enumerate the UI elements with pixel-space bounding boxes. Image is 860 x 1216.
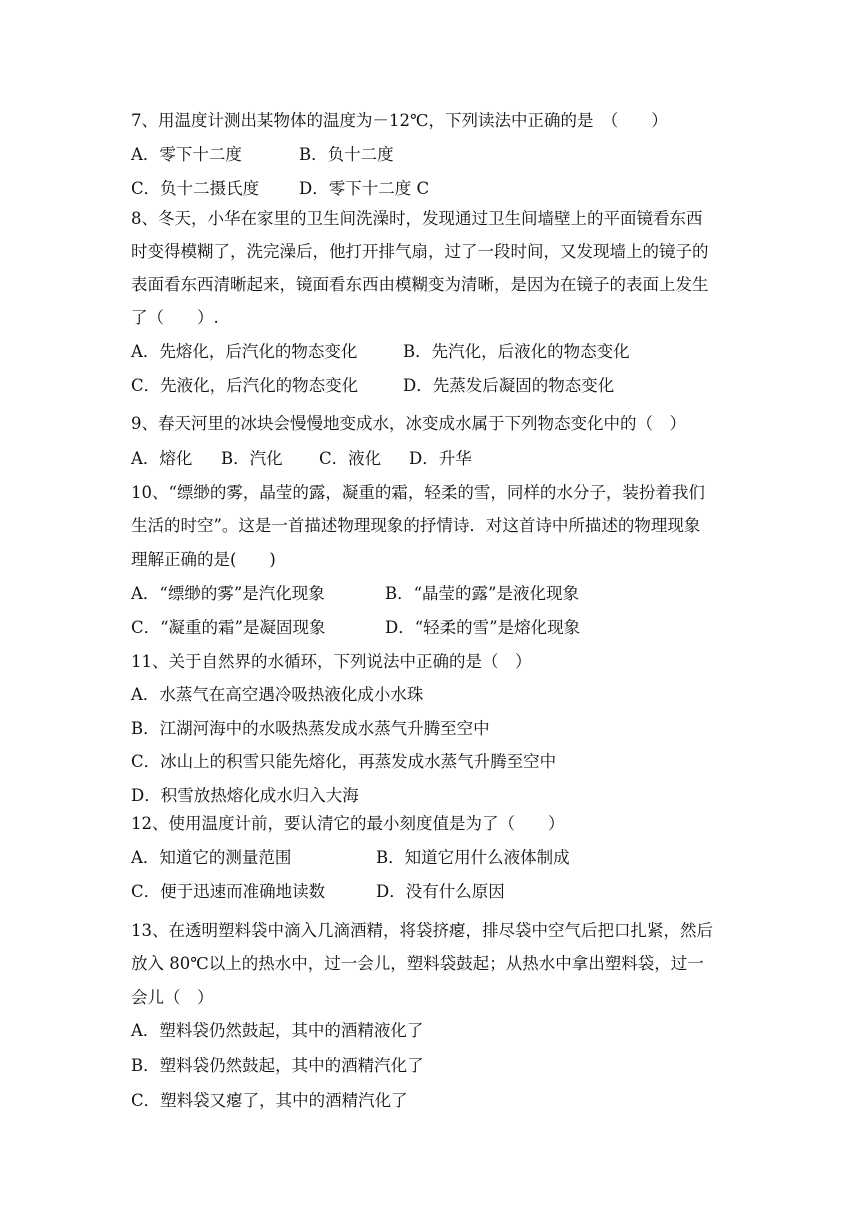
- question-11-option-c: C．冰山上的积雪只能先熔化，再蒸发成水蒸气升腾至空中: [131, 752, 557, 771]
- option-a: A．零下十二度: [131, 145, 242, 164]
- option-b: B．知道它用什么液体制成: [376, 848, 570, 867]
- question-11-stem: 11、关于自然界的水循环，下列说法中正确的是（ ）: [131, 652, 532, 671]
- question-10-options-row-1: [131, 584, 741, 604]
- question-8-stem-line-2: 时变得模糊了，洗完澡后，他打开排气扇，过了一段时间，又发现墙上的镜子的: [131, 242, 709, 261]
- question-8-stem-line-4: 了（ ）.: [131, 308, 219, 327]
- question-13-stem-line-2: 放入 80℃以上的热水中，过一会儿，塑料袋鼓起；从热水中拿出塑料袋，过一: [131, 954, 704, 973]
- question-11-option-b: B．江湖河海中的水吸热蒸发成水蒸气升腾至空中: [131, 719, 490, 738]
- question-10-options-row-2: [131, 618, 741, 638]
- question-12-options-row-2: [131, 882, 741, 902]
- question-9-stem: 9、春天河里的冰块会慢慢地变成水，冰变成水属于下列物态变化中的（ ）: [131, 414, 686, 433]
- question-8-options-row-2: [131, 376, 741, 396]
- question-13-option-b: B．塑料袋仍然鼓起，其中的酒精汽化了: [131, 1056, 424, 1075]
- question-13-option-c: C．塑料袋又瘪了，其中的酒精汽化了: [131, 1091, 408, 1110]
- option-c: C．负十二摄氏度: [131, 179, 260, 198]
- question-13-option-a: A．塑料袋仍然鼓起，其中的酒精液化了: [131, 1021, 424, 1040]
- option-d: D．先蒸发后凝固的物态变化: [403, 376, 615, 395]
- question-11-option-d: D．积雪放热熔化成水归入大海: [131, 786, 359, 805]
- question-7-stem: 7、用温度计测出某物体的温度为－12℃，下列读法中正确的是 （ ）: [131, 111, 668, 130]
- question-8-stem-line-1: 8、冬天，小华在家里的卫生间洗澡时，发现通过卫生间墙壁上的平面镜看东西: [131, 209, 703, 228]
- option-a: A．先熔化，后汽化的物态变化: [131, 342, 358, 361]
- option-b: B．“晶莹的露”是液化现象: [385, 584, 579, 603]
- question-13-stem-line-1: 13、在透明塑料袋中滴入几滴酒精，将袋挤瘪，排尽袋中空气后把口扎紧，然后: [131, 921, 713, 940]
- option-c: C．便于迅速而准确地读数: [131, 882, 326, 901]
- option-c: C．先液化，后汽化的物态变化: [131, 376, 359, 395]
- option-c: C．“凝重的霜”是凝固现象: [131, 618, 326, 637]
- option-b: B．先汽化，后液化的物态变化: [403, 342, 630, 361]
- option-d: D．没有什么原因: [376, 882, 505, 901]
- question-8-stem-line-3: 表面看东西清晰起来，镜面看东西由模糊变为清晰，是因为在镜子的表面上发生: [131, 275, 709, 294]
- question-11-option-a: A．水蒸气在高空遇冷吸热液化成小水珠: [131, 685, 424, 704]
- question-12-options-row-1: [131, 848, 741, 868]
- question-12-stem: 12、使用温度计前，要认清它的最小刻度值是为了（ ）: [131, 814, 565, 833]
- option-b: B．负十二度: [299, 145, 394, 164]
- option-c: C．液化: [319, 449, 382, 468]
- option-a: A．“缥缈的雾”是汽化现象: [131, 584, 325, 603]
- question-10-stem-line-2: 生活的时空”。这是一首描述物理现象的抒情诗．对这首诗中所描述的物理现象: [131, 516, 701, 535]
- option-b: B．汽化: [221, 449, 283, 468]
- option-a: A．知道它的测量范围: [131, 848, 292, 867]
- question-13-stem-line-3: 会儿（ ）: [131, 988, 214, 1007]
- question-7-options-row-2: [131, 179, 741, 199]
- question-7-options-row-1: [131, 145, 741, 165]
- option-d: D．升华: [409, 449, 472, 468]
- question-8-options-row-1: [131, 342, 741, 362]
- question-9-options-row: [131, 449, 741, 469]
- option-d: D．“轻柔的雪”是熔化现象: [385, 618, 581, 637]
- question-10-stem-line-1: 10、“缥缈的雾，晶莹的露，凝重的霜，轻柔的雪，同样的水分子，装扮着我们: [131, 483, 705, 502]
- option-a: A．熔化: [131, 449, 193, 468]
- option-d: D．零下十二度 C: [299, 179, 430, 198]
- question-10-stem-line-3: 理解正确的是( ): [131, 550, 276, 569]
